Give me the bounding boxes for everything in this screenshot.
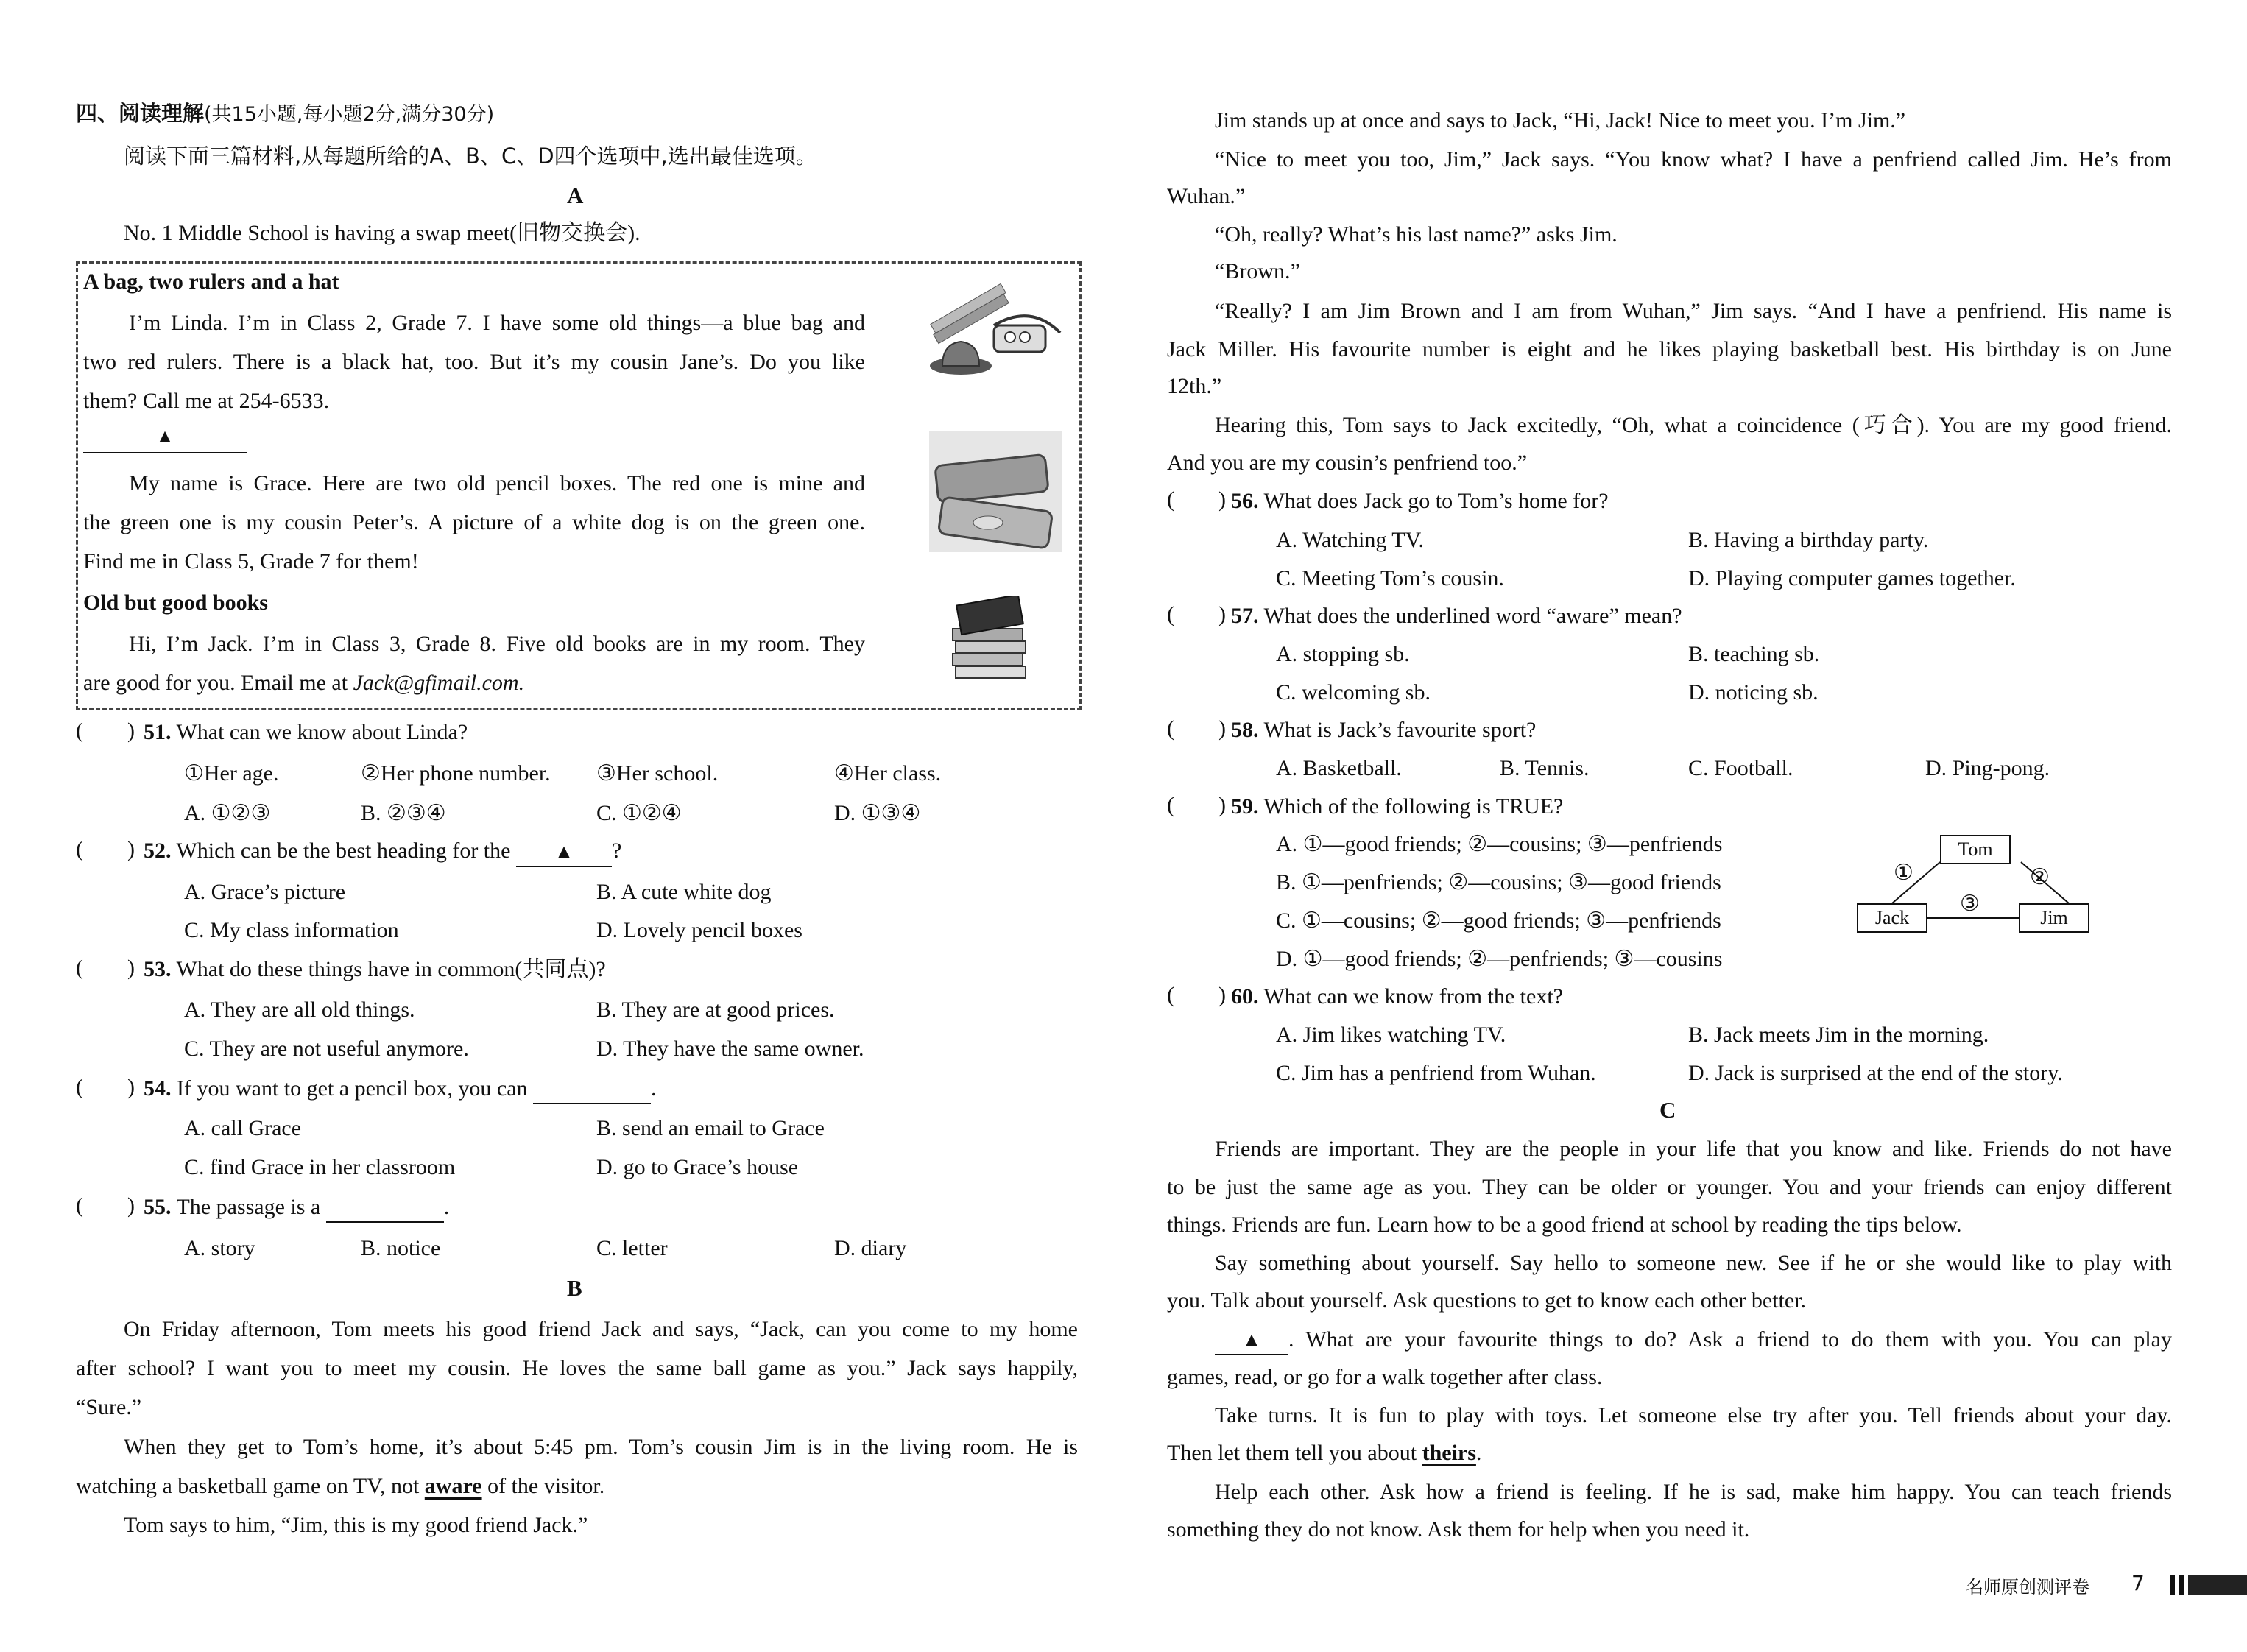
diagram-node-jack: Jack <box>1857 903 1927 933</box>
q53-option-c[interactable]: C. They are not useful anymore. <box>184 1037 469 1061</box>
q51-option-c[interactable]: C. ①②④ <box>596 801 682 825</box>
passage-b-cont-line9: Hearing this, Tom says to Jack excitedly, “Oh, what a coincidence (巧合). You are my good friend. <box>1215 413 2172 437</box>
passage-c-line7: games, read, or go for a walk together after class. <box>1167 1365 1603 1389</box>
q52-option-d[interactable]: D. Lovely pencil boxes <box>596 918 802 942</box>
q58-option-c[interactable]: C. Football. <box>1688 756 1793 780</box>
passage-b-cont-line6: “Really? I am Jim Brown and I am from Wuhan,” Jim says. “And I have a penfriend. His name is <box>1215 299 2172 323</box>
q56-stem: 56. What does Jack go to Tom’s home for? <box>1231 489 1609 513</box>
passage-b-cont-line5: “Brown.” <box>1215 259 1300 283</box>
q54-stem: 54. If you want to get a pencil box, you can . <box>144 1075 657 1104</box>
q59-option-d[interactable]: D. ①—good friends; ②—penfriends; ③—cousins <box>1276 947 1723 971</box>
q51-stem: 51. What can we know about Linda? <box>144 720 468 744</box>
q58-option-d[interactable]: D. Ping-pong. <box>1925 756 2050 780</box>
q51-option-a[interactable]: A. ①②③ <box>184 801 271 825</box>
answer-paren-51[interactable]: ( ) <box>76 719 135 743</box>
ad-jack-line2: are good for you. Email me at Jack@gfimail.com. <box>83 671 525 695</box>
q58-option-b[interactable]: B. Tennis. <box>1500 756 1590 780</box>
q55-option-b[interactable]: B. notice <box>361 1236 441 1260</box>
passage-c-line8: Take turns. It is fun to play with toys. Let someone else try after you. Tell friends about your day. <box>1215 1403 2172 1427</box>
q51-item-4: ④Her class. <box>834 761 942 786</box>
q55-option-d[interactable]: D. diary <box>834 1236 907 1260</box>
diagram-label-1: ① <box>1894 861 1913 885</box>
q60-stem: 60. What can we know from the text? <box>1231 984 1563 1009</box>
q52-option-a[interactable]: A. Grace’s picture <box>184 880 346 904</box>
q58-option-a[interactable]: A. Basketball. <box>1276 756 1402 780</box>
footer-bar-1 <box>2170 1575 2175 1595</box>
q59-stem: 59. Which of the following is TRUE? <box>1231 794 1564 819</box>
q53-option-d[interactable]: D. They have the same owner. <box>596 1037 864 1061</box>
q52-option-b[interactable]: B. A cute white dog <box>596 880 772 904</box>
books-image <box>948 596 1033 688</box>
q52-blank: ▲ <box>516 838 612 867</box>
q54-blank[interactable] <box>533 1075 651 1104</box>
q57-option-d[interactable]: D. noticing sb. <box>1688 680 1819 705</box>
q51-option-b[interactable]: B. ②③④ <box>361 801 446 825</box>
answer-paren-60[interactable]: ( ) <box>1167 983 1226 1007</box>
q57-option-c[interactable]: C. welcoming sb. <box>1276 680 1431 705</box>
diagram-label-3: ③ <box>1960 892 1980 916</box>
answer-paren-58[interactable]: ( ) <box>1167 716 1226 741</box>
answer-paren-57[interactable]: ( ) <box>1167 602 1226 626</box>
passage-b-cont-line4: “Oh, really? What’s his last name?” asks Jim. <box>1215 222 1618 247</box>
q56-option-c[interactable]: C. Meeting Tom’s cousin. <box>1276 566 1504 590</box>
footer-bar-2 <box>2179 1575 2184 1595</box>
answer-paren-55[interactable]: ( ) <box>76 1193 135 1218</box>
passage-c-label: C <box>1659 1097 1676 1123</box>
q54-option-d[interactable]: D. go to Grace’s house <box>596 1155 799 1179</box>
q55-option-a[interactable]: A. story <box>184 1236 255 1260</box>
pencil-boxes-image <box>929 431 1062 552</box>
q60-option-d[interactable]: D. Jack is surprised at the end of the story. <box>1688 1061 2063 1085</box>
answer-paren-52[interactable]: ( ) <box>76 837 135 861</box>
answer-paren-59[interactable]: ( ) <box>1167 793 1226 817</box>
passage-b-line2: after school? I want you to meet my cousin. He loves the same ball game as you.” Jack says happily, <box>76 1356 1078 1380</box>
diagram-label-2: ② <box>2030 865 2050 889</box>
passage-b-line6: Tom says to him, “Jim, this is my good friend Jack.” <box>124 1513 588 1537</box>
q59-option-b[interactable]: B. ①—penfriends; ②—cousins; ③—good friends <box>1276 870 1721 894</box>
q52-stem: 52. Which can be the best heading for the ▲ ? <box>144 837 621 867</box>
q57-option-b[interactable]: B. teaching sb. <box>1688 642 1820 666</box>
q56-option-d[interactable]: D. Playing computer games together. <box>1688 566 2016 590</box>
diagram-node-jim: Jim <box>2019 903 2089 933</box>
q51-option-d[interactable]: D. ①③④ <box>834 801 921 825</box>
answer-paren-54[interactable]: ( ) <box>76 1075 135 1099</box>
answer-paren-53[interactable]: ( ) <box>76 956 135 980</box>
q56-option-b[interactable]: B. Having a birthday party. <box>1688 528 1929 552</box>
underlined-theirs: theirs <box>1422 1441 1476 1465</box>
passage-b-line4: When they get to Tom’s home, it’s about 5:45 pm. Tom’s cousin Jim is in the living room. He is <box>124 1435 1078 1459</box>
passage-b-cont-line7: Jack Miller. His favourite number is eight and he likes playing basketball best. His birthday is on June <box>1167 337 2172 361</box>
q57-stem: 57. What does the underlined word “aware” mean? <box>1231 604 1682 628</box>
q59-option-a[interactable]: A. ①—good friends; ②—cousins; ③—penfriends <box>1276 832 1723 856</box>
rulers-bag-hat-image <box>920 274 1068 392</box>
ad-linda-line1: I’m Linda. I’m in Class 2, Grade 7. I have some old things—a blue bag and <box>129 311 865 335</box>
q51-item-2: ②Her phone number. <box>361 761 551 786</box>
q54-option-a[interactable]: A. call Grace <box>184 1116 302 1140</box>
passage-c-line11: something they do not know. Ask them for help when you need it. <box>1167 1517 1750 1542</box>
q57-option-a[interactable]: A. stopping sb. <box>1276 642 1410 666</box>
q60-option-c[interactable]: C. Jim has a penfriend from Wuhan. <box>1276 1061 1596 1085</box>
ad-heading-books: Old but good books <box>83 590 268 615</box>
passage-a-intro: No. 1 Middle School is having a swap meet(旧物交换会). <box>124 221 641 245</box>
ad-heading-blank <box>83 426 247 453</box>
bag-icon <box>994 316 1060 352</box>
diagram-node-tom: Tom <box>1940 835 2011 864</box>
passage-b-cont-line8: 12th.” <box>1167 374 1222 398</box>
passage-b-cont-line10: And you are my cousin’s penfriend too.” <box>1167 451 1528 475</box>
ad-jack-line1: Hi, I’m Jack. I’m in Class 3, Grade 8. Five old books are in my room. They <box>129 632 865 656</box>
passage-c-line9: Then let them tell you about theirs. <box>1167 1441 1482 1465</box>
ad-grace-line1: My name is Grace. Here are two old pencil boxes. The red one is mine and <box>129 471 865 495</box>
q60-option-b[interactable]: B. Jack meets Jim in the morning. <box>1688 1023 1989 1047</box>
passage-c-line1: Friends are important. They are the people in your life that you know and like. Friends do not have <box>1215 1137 2172 1161</box>
passage-b-label: B <box>567 1275 582 1301</box>
q54-option-b[interactable]: B. send an email to Grace <box>596 1116 825 1140</box>
passage-b-line3: “Sure.” <box>76 1395 142 1419</box>
passage-c-line5: you. Talk about yourself. Ask questions to get to know each other better. <box>1167 1288 1807 1313</box>
instruction: 阅读下面三篇材料,从每题所给的A、B、C、D四个选项中,选出最佳选项。 <box>124 144 817 169</box>
q51-item-3: ③Her school. <box>596 761 719 786</box>
hat-icon <box>930 342 992 375</box>
passage-b-cont-line2: “Nice to meet you too, Jim,” Jack says. “You know what? I have a penfriend called Jim. He’s from <box>1215 147 2172 172</box>
ad-grace-line3: Find me in Class 5, Grade 7 for them! <box>83 549 419 573</box>
underlined-aware: aware <box>424 1474 482 1498</box>
passage-c-line10: Help each other. Ask how a friend is feeling. If he is sad, make him happy. You can teach friends <box>1215 1480 2172 1504</box>
q60-option-a[interactable]: A. Jim likes watching TV. <box>1276 1023 1506 1047</box>
section-title: 四、阅读理解(共15小题,每小题2分,满分30分) <box>76 101 495 126</box>
footer-bar-block <box>2188 1575 2247 1595</box>
email-address: Jack@gfimail.com. <box>353 671 525 695</box>
q55-stem: 55. The passage is a . <box>144 1193 449 1223</box>
ad-linda-line2: two red rulers. There is a black hat, too. But it’s my cousin Jane’s. Do you like <box>83 350 865 374</box>
answer-paren-56[interactable]: ( ) <box>1167 487 1226 512</box>
passage-c-line3: things. Friends are fun. Learn how to be a good friend at school by reading the tips below. <box>1167 1212 1962 1237</box>
passage-b-line1: On Friday afternoon, Tom meets his good friend Jack and says, “Jack, can you come to my home <box>124 1317 1078 1341</box>
q53-stem: 53. What do these things have in common(共同点)? <box>144 957 606 981</box>
blank-triangle-mark: ▲ <box>155 426 174 447</box>
q55-blank[interactable] <box>326 1193 444 1223</box>
q58-stem: 58. What is Jack’s favourite sport? <box>1231 718 1537 742</box>
q51-item-1: ①Her age. <box>184 761 279 786</box>
q54-option-c[interactable]: C. find Grace in her classroom <box>184 1155 456 1179</box>
q56-option-a[interactable]: A. Watching TV. <box>1276 528 1424 552</box>
footer-brand: 名师原创测评卷 <box>1966 1577 2089 1598</box>
ad-heading-linda: A bag, two rulers and a hat <box>83 269 339 294</box>
q53-option-a[interactable]: A. They are all old things. <box>184 998 415 1022</box>
passage-b-cont-line1: Jim stands up at once and says to Jack, “Hi, Jack! Nice to meet you. I’m Jim.” <box>1215 108 1906 133</box>
q52-option-c[interactable]: C. My class information <box>184 918 399 942</box>
ad-grace-line2: the green one is my cousin Peter’s. A picture of a white dog is on the green one. <box>83 510 865 534</box>
q55-option-c[interactable]: C. letter <box>596 1236 668 1260</box>
passage-c-blank: ▲ <box>1215 1326 1288 1355</box>
page-number: 7 <box>2131 1571 2145 1595</box>
passage-c-line4: Say something about yourself. Say hello to someone new. See if he or she would like to play with <box>1215 1251 2172 1275</box>
q59-option-c[interactable]: C. ①—cousins; ②—good friends; ③—penfriends <box>1276 908 1721 933</box>
book-stack-icon <box>953 596 1026 678</box>
passage-a-label: A <box>567 183 584 208</box>
passage-c-line2: to be just the same age as you. They can be older or younger. You and your friends can enjoy different <box>1167 1175 2172 1199</box>
passage-c-line6: ▲ . What are your favourite things to do? Ask a friend to do them with you. You can play <box>1215 1326 2172 1355</box>
passage-b-line5: watching a basketball game on TV, not aware of the visitor. <box>76 1474 605 1498</box>
passage-b-cont-line3: Wuhan.” <box>1167 184 1246 208</box>
q53-option-b[interactable]: B. They are at good prices. <box>596 998 835 1022</box>
ad-linda-line3: them? Call me at 254-6533. <box>83 389 330 413</box>
